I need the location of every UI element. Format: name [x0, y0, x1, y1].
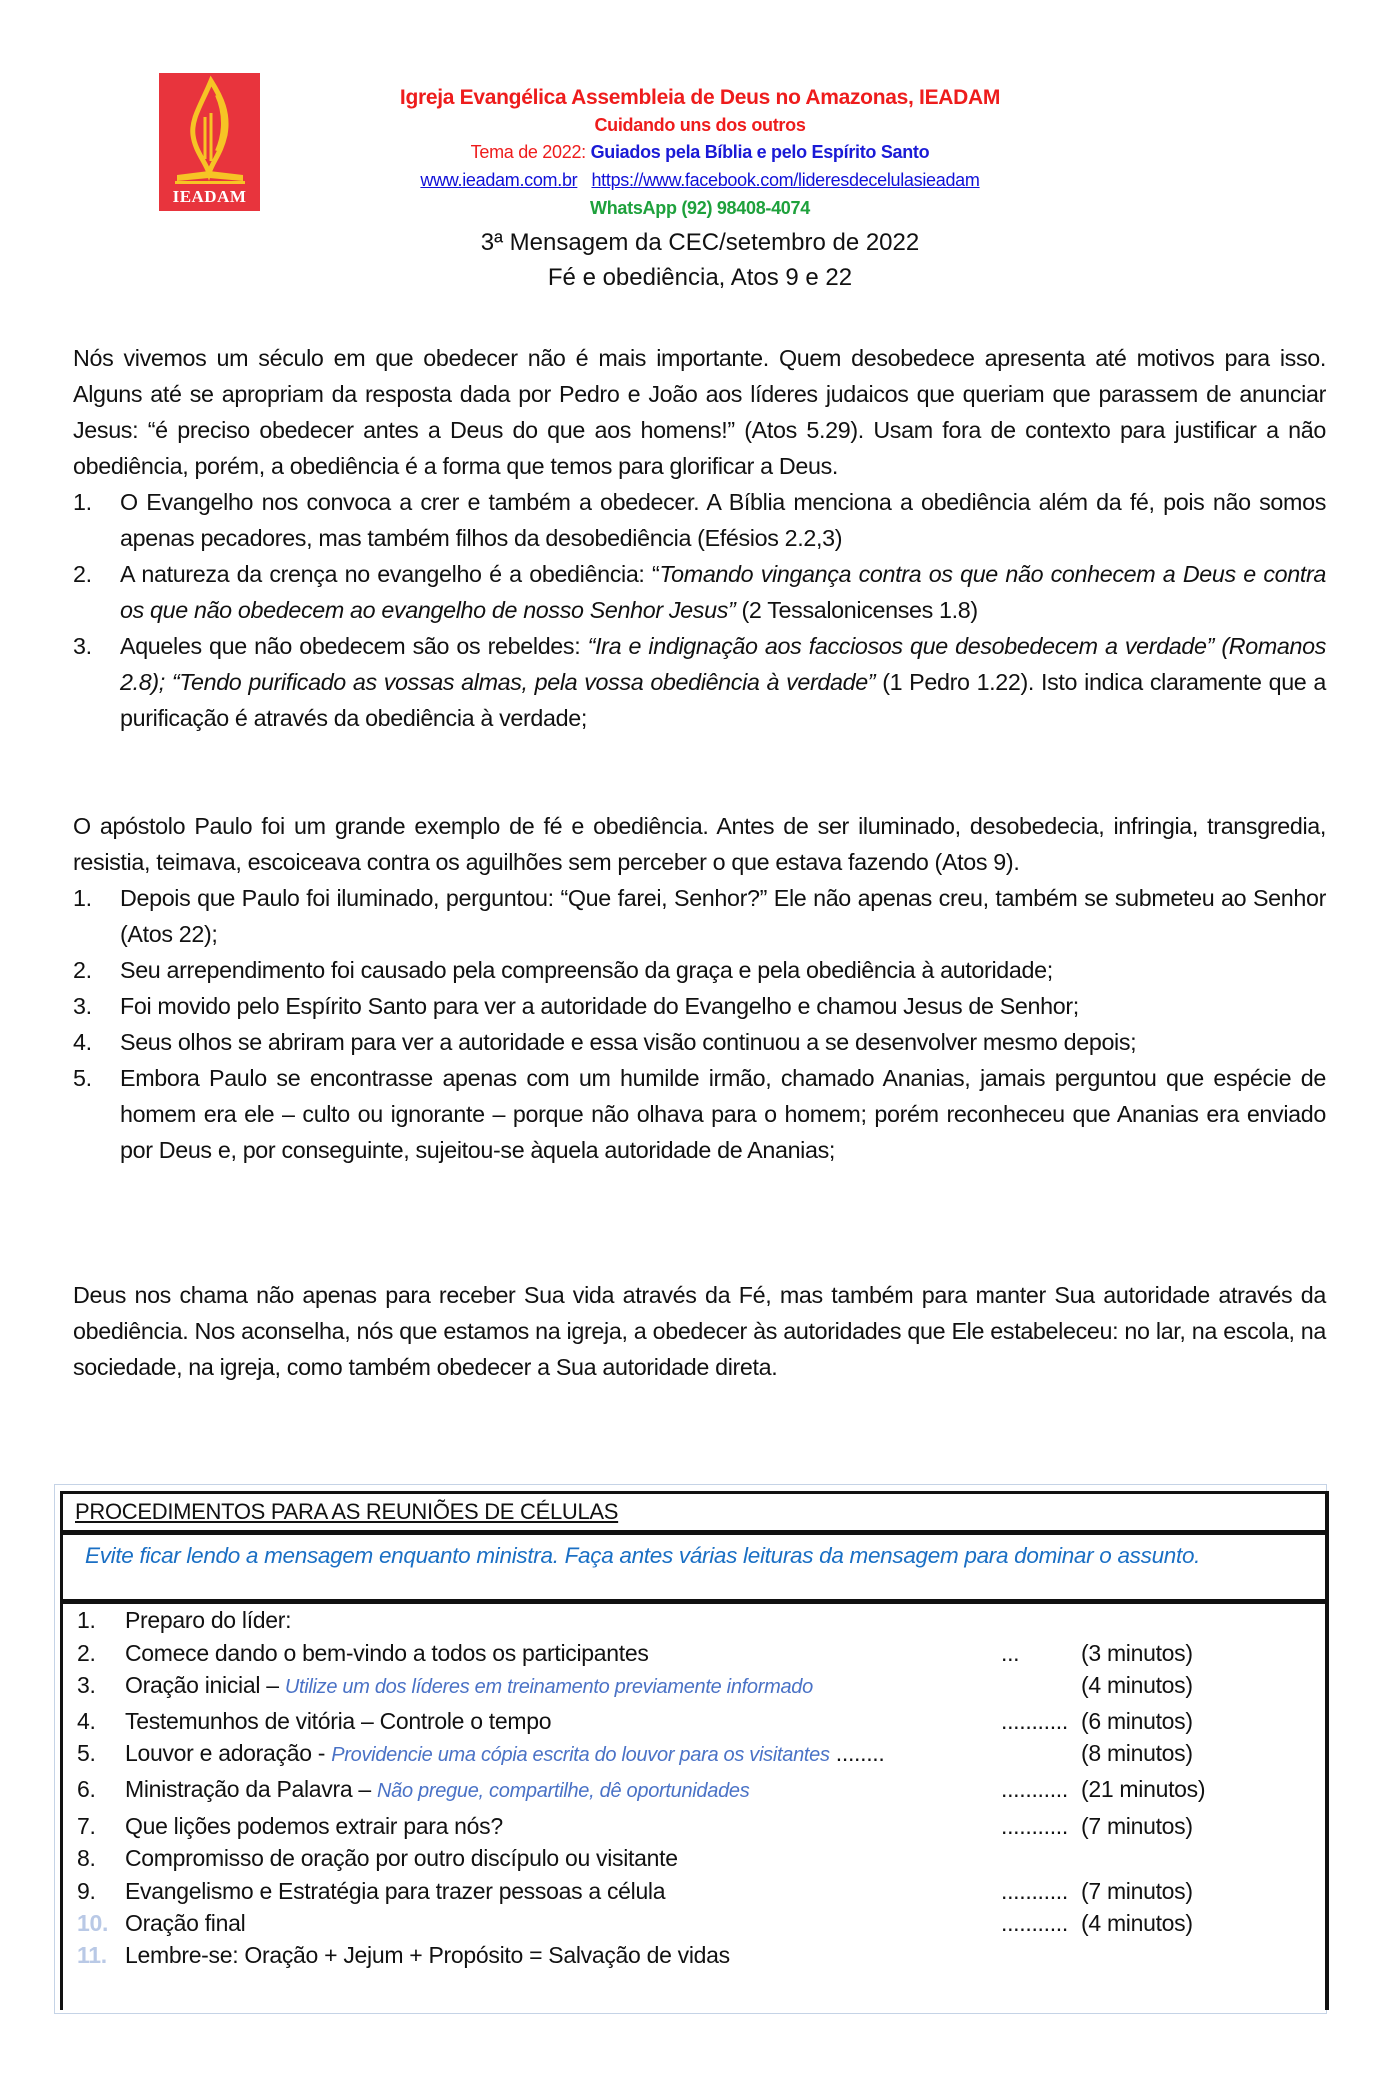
paulo-list	[73, 880, 1326, 1168]
links-line	[300, 170, 1100, 191]
procedure-item: 8. Compromisso de oração por outro discípulo ou visitante	[77, 1845, 678, 1871]
theme-prefix: Tema de 2022:	[470, 142, 591, 162]
procedure-item: 3. Oração inicial – Utilize um dos líderes em treinamento previamente informado (4 minutos)	[77, 1672, 1193, 1698]
procedure-item: 7. Que lições podemos extrair para nós? ........... (7 minutos)	[77, 1813, 1193, 1839]
procedure-item: 2. Comece dando o bem-vindo a todos os participantes ... (3 minutos)	[77, 1640, 1193, 1666]
church-name: Igreja Evangélica Assembleia de Deus no Amazonas, IEADAM	[399, 86, 1001, 109]
message-title: 3ª Mensagem da CEC/setembro de 2022	[480, 229, 920, 256]
ieadam-logo	[159, 73, 260, 211]
whatsapp-contact: WhatsApp (92) 98408-4074	[590, 198, 810, 218]
theme-text: Guiados pela Bíblia e pelo Espírito Santo	[590, 142, 930, 162]
procedure-item: 1. Preparo do líder:	[77, 1607, 292, 1633]
procedure-item: 9. Evangelismo e Estratégia para trazer pessoas a célula ........... (7 minutos)	[77, 1878, 1193, 1904]
list-item: 2. Seu arrependimento foi causado pela compreensão da graça e pela obediência à autoridade;	[73, 957, 1053, 983]
conclusion-paragraph: Deus nos chama não apenas para receber Sua vida através da Fé, mas também para manter Sua autoridade através da obediência. Nos aconselha, nós que estamos na igreja, a obedecer às autoridades que Ele estabeleceu: no lar, na escola, na sociedade, na igreja, como também obedecer a Sua autoridade direta.	[73, 1282, 1326, 1380]
list-item: 1. Depois que Paulo foi iluminado, perguntou: “Que farei, Senhor?” Ele não apenas creu, também se submeteu ao Senhor (Atos 22);	[73, 885, 1326, 947]
intro-paragraph: Nós vivemos um século em que obedecer não é mais importante. Quem desobedece apresenta até motivos para isso. Alguns até se apropriam da resposta dada por Pedro e João aos líderes judaicos que queriam que parassem de anunciar Jesus: “é preciso obedecer antes a Deus do que aos homens!” (Atos 5.29). Usam fora de contexto para justificar a não obediência, porém, a obediência é a forma que temos para glorificar a Deus.	[73, 345, 1326, 479]
obedience-list	[73, 484, 1326, 736]
list-item: 4. Seus olhos se abriram para ver a autoridade e essa visão continuou a se desenvolver mesmo depois;	[73, 1029, 1137, 1055]
section-conclusion	[73, 1277, 1326, 1385]
list-item: 5. Embora Paulo se encontrasse apenas com um humilde irmão, chamado Ananias, jamais perguntou que espécie de homem era ele – culto ou ignorante – porque não olhava para o homem; porém reconheceu que Ananias era enviado por Deus e, por conseguinte, sujeitou-se àquela autoridade de Ananias;	[73, 1065, 1326, 1163]
section-paulo	[73, 808, 1326, 1168]
list-item: 3. Foi movido pelo Espírito Santo para ver a autoridade do Evangelho e chamou Jesus de Senhor;	[73, 993, 1079, 1019]
list-item: 1. O Evangelho nos convoca a crer e também a obedecer. A Bíblia menciona a obediência além da fé, pois não somos apenas pecadores, mas também filhos da desobediência (Efésios 2.2,3)	[73, 489, 1326, 551]
website-link[interactable]: www.ieadam.com.br	[420, 170, 578, 190]
procedure-item: 6. Ministração da Palavra – Não pregue, compartilhe, dê oportunidades ........... (21 minutos)	[77, 1776, 1206, 1802]
paulo-paragraph: O apóstolo Paulo foi um grande exemplo de fé e obediência. Antes de ser iluminado, desobedecia, infringia, transgredia, resistia, teimava, escoiceava contra os aguilhões sem perceber o que estava fazendo (Atos 9).	[73, 813, 1326, 875]
section-intro-obedience	[73, 340, 1326, 736]
theme-line	[300, 142, 1100, 163]
motto: Cuidando uns dos outros	[594, 115, 806, 135]
message-subtitle: Fé e obediência, Atos 9 e 22	[547, 264, 853, 291]
procedures-title: PROCEDIMENTOS PARA AS REUNIÕES DE CÉLULAS	[75, 1499, 619, 1524]
list-item: 3. Aqueles que não obedecem são os rebeldes: “Ira e indignação aos facciosos que desobedecem a verdade” (Romanos 2.8); “Tendo purificado as vossas almas, pela vossa obediência à verdade” (1 Pedro 1.22). Isto indica claramente que a purificação é através da obediência à verdade;	[73, 633, 1327, 731]
procedures-header	[63, 1491, 1325, 1535]
procedures-note-text: Evite ficar lendo a mensagem enquanto ministra. Faça antes várias leituras da mensagem para dominar o assunto.	[85, 1543, 1201, 1568]
logo-text: IEADAM	[172, 187, 247, 206]
procedure-item: 5. Louvor e adoração - Providencie uma cópia escrita do louvor para os visitantes ........ (8 minutos)	[77, 1740, 1193, 1766]
procedures-note	[63, 1535, 1325, 1604]
list-item: 2. A natureza da crença no evangelho é a obediência: “Tomando vingança contra os que não conhecem a Deus e contra os que não obedecem ao evangelho de nosso Senhor Jesus” (2 Tessalonicenses 1.8)	[73, 561, 1326, 623]
procedure-item: 10. Oração final ........... (4 minutos)	[77, 1910, 1193, 1936]
procedure-item: 4. Testemunhos de vitória – Controle o tempo ........... (6 minutos)	[77, 1708, 1193, 1734]
procedures-box	[60, 1491, 1329, 2010]
facebook-link[interactable]: https://www.facebook.com/lideresdecelulasieadam	[591, 170, 980, 190]
procedure-item: 11. Lembre-se: Oração + Jejum + Propósito = Salvação de vidas	[77, 1942, 730, 1968]
